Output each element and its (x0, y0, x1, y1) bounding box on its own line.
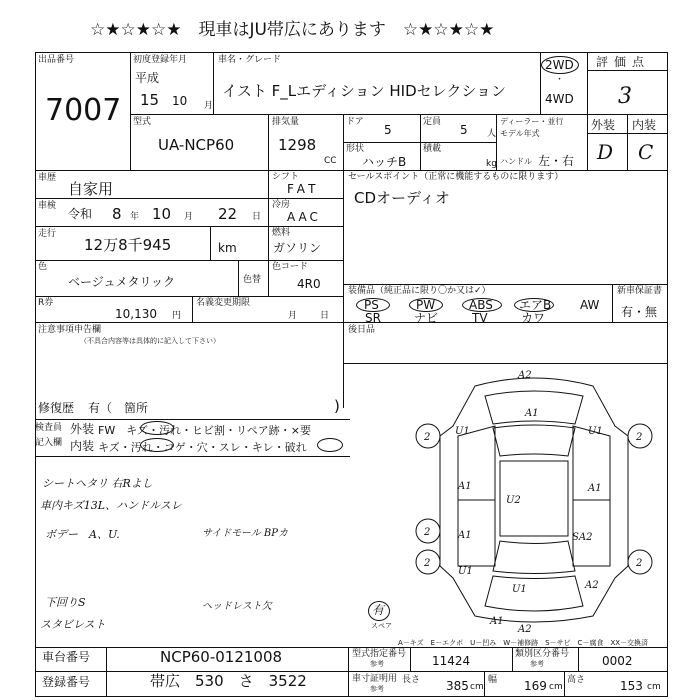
class-no-label: 類別区分番号 (515, 649, 570, 659)
shift-value: FAT (287, 182, 320, 196)
damage-mark: U1 (512, 584, 527, 595)
handle-label: ハンドル (500, 157, 532, 166)
damage-mark: A1 (458, 530, 472, 541)
displacement-value: 1298 (278, 136, 317, 154)
header-banner: ☆★☆★☆★ 現車はJU帯広にあります ☆★☆★☆★ (90, 20, 495, 40)
model-year-label: モデル年式 (500, 129, 540, 138)
damage-mark: 2 (424, 527, 431, 538)
shift-label: シフト (272, 172, 300, 182)
equip-item-top: エアB (519, 298, 552, 312)
rear-seat-label: 後日品 (348, 325, 376, 335)
mileage-value: 12万8千945 (84, 236, 172, 254)
model-label: 車名・グレード (218, 55, 282, 65)
handwritten-line4: サイドモール BPカ (202, 528, 288, 539)
notes-label: 注意事項申告欄 (38, 325, 102, 335)
aircon-value: AAC (287, 210, 321, 224)
dims-length-label: 長さ (402, 675, 421, 685)
trunk (485, 576, 583, 611)
class-no-sub: 参考 (530, 660, 544, 668)
damage-mark: 2 (424, 432, 431, 443)
drive-4wd: 4WD (545, 92, 574, 106)
mileage-label: 走行 (38, 229, 57, 239)
drive-2wd: 2WD (545, 58, 574, 72)
dealer-label: ディーラー・並行 (500, 117, 564, 126)
history-value: 自家用 (68, 180, 114, 198)
damage-mark: 2 (424, 558, 431, 569)
equip-item-top: PW (416, 298, 436, 312)
doors-label: ドア (346, 117, 364, 127)
displacement-label: 排気量 (272, 117, 300, 127)
damage-mark: U1 (455, 426, 470, 437)
equip-item-bottom: カワ (521, 311, 546, 325)
damage-mark: U2 (506, 495, 521, 506)
color-label: 色 (38, 262, 48, 272)
car-damage-diagram (400, 366, 668, 636)
dims-label: 車寸証明用 (352, 674, 398, 684)
class-no-value: 0002 (602, 654, 633, 668)
equip-item-top: ABS (469, 298, 493, 312)
equip-item-top: PS (364, 298, 379, 312)
damage-mark: A2 (518, 624, 532, 635)
dims-length-unit: cm (470, 682, 484, 692)
shape-label: 形状 (346, 144, 365, 154)
capacity-value: 5 (460, 123, 468, 137)
color-repaint-label: 色替 (243, 275, 262, 285)
inspection-year-unit: 年 (130, 212, 140, 222)
color-code: 4R0 (297, 277, 321, 291)
handwritten-line1: シートヘタリ 右Rよし (42, 477, 153, 490)
inspector-int-label: 内装 (70, 439, 95, 453)
capacity-unit: 人 (487, 129, 497, 139)
road-tax-label: 名義変更期限 (196, 298, 251, 308)
handwritten-line3: ボデー A、U. (45, 528, 120, 541)
notes-sub: （不具合内容等は具体的に記入して下さい） (80, 337, 220, 345)
inspector-ext-label: 外装 (70, 422, 95, 436)
inspection-month: 10 (152, 205, 172, 223)
registration-year: 15 (140, 91, 160, 109)
type-value: UA-NCP60 (158, 136, 235, 154)
door-right (573, 426, 610, 566)
inspection-era: 令和 (68, 207, 93, 221)
shape-value: ハッチB (362, 155, 407, 169)
sales-point-value: CDオーディオ (354, 189, 450, 207)
color-value: ベージュメタリック (68, 275, 176, 289)
plate-label: 登録番号 (42, 675, 91, 689)
recycle-unit: 円 (172, 311, 182, 321)
dims-width-label: 幅 (488, 675, 498, 685)
road-tax-month-unit: 月 (288, 311, 298, 321)
damage-legend: A－キズ E－エクボ U－凹み W－補修跡 S－サビ C－腐食 XX－交換済 (398, 639, 649, 647)
spec-no-value: 11424 (432, 654, 471, 668)
dims-width-unit: cm (549, 682, 563, 692)
spare-value: 有 (372, 603, 385, 617)
grade-int-label: 内装 (632, 118, 657, 132)
handwritten-line7: ヘッドレスト欠 (202, 601, 272, 612)
recycle-label: R券 (38, 298, 54, 308)
handwritten-line2: 車内キズ13L、ハンドルスレ (40, 499, 182, 512)
handwritten-line5: 下回りS (45, 596, 86, 609)
equipment-label: 装備品（純正品に限り〇か又は✓） (348, 286, 491, 296)
equip-item-top: AW (580, 298, 600, 312)
repair-label: 修復歴 (38, 401, 75, 415)
door-left (458, 426, 495, 566)
drive-dot: ・ (555, 75, 565, 85)
plate-value: 帯広 530 さ 3522 (150, 672, 307, 690)
damage-mark: A2 (585, 580, 599, 591)
aircon-label: 冷房 (272, 200, 291, 210)
equip-item-bottom: TV (472, 311, 488, 325)
rating-label: 評価点 (596, 55, 651, 69)
rating-score: 3 (618, 84, 632, 109)
dims-height-unit: cm (647, 682, 661, 692)
grade-ext-value: D (597, 140, 614, 164)
lot-label: 出品番号 (38, 55, 75, 65)
inspection-month-unit: 月 (184, 212, 194, 222)
history-label: 車歴 (38, 173, 57, 183)
handle-value: 左・右 (538, 154, 575, 168)
spec-no-sub: 参考 (370, 660, 384, 668)
chassis-value: NCP60-0121008 (160, 648, 283, 666)
inspector-int-text: キズ・汚れ・コゲ・穴・スレ・キレ・破れ (98, 441, 307, 454)
recycle-value: 10,130 (115, 307, 157, 321)
road-tax-day-unit: 日 (320, 311, 330, 321)
fuel-label: 燃料 (272, 228, 291, 238)
chassis-label: 車台番号 (42, 650, 91, 664)
repair-value: 有（ 箇所 (88, 401, 149, 415)
lot-number: 7007 (45, 93, 122, 128)
registration-month: 10 (172, 94, 188, 108)
dims-sub: 参考 (370, 685, 384, 693)
registration-era: 平成 (135, 71, 160, 85)
inspector-label1: 検査員 (35, 423, 63, 433)
inspector-ext-text: FW キズ・汚れ・ヒビ割・リペア跡・×要 (98, 424, 311, 437)
inspection-label: 車検 (38, 201, 57, 211)
damage-mark: A1 (588, 483, 602, 494)
capacity-label: 定員 (423, 117, 442, 127)
dims-width: 169 (524, 679, 547, 693)
mileage-unit: km (218, 241, 237, 255)
damage-mark: U1 (458, 566, 473, 577)
equip-item-bottom: SR (365, 311, 381, 325)
color-code-label: 色コード (272, 262, 309, 272)
damage-mark: 2 (636, 558, 643, 569)
damage-mark: SA2 (572, 532, 593, 543)
doors-value: 5 (384, 123, 392, 137)
windshield (493, 425, 575, 456)
damage-mark: A1 (525, 408, 539, 419)
damage-mark: A1 (490, 616, 504, 627)
displacement-unit: CC (324, 156, 337, 166)
equip-item-bottom: ナビ (414, 311, 439, 325)
inspection-day-unit: 日 (252, 212, 262, 222)
sales-point-label: セールスポイント（正常に機能するものに限ります） (348, 172, 564, 182)
inspection-day: 22 (218, 205, 238, 223)
damage-mark: U1 (588, 426, 603, 437)
damage-mark: A1 (458, 481, 472, 492)
spec-no-label: 型式指定番号 (352, 649, 407, 659)
dims-length: 385 (446, 679, 469, 693)
damage-mark: 2 (636, 432, 643, 443)
load-label: 積載 (423, 144, 442, 154)
fuel-value: ガソリン (273, 241, 322, 255)
registration-label: 初度登録年月 (133, 55, 188, 65)
inspector-label2: 記入欄 (35, 438, 63, 448)
grade-ext-label: 外装 (591, 118, 616, 132)
damage-mark: A2 (518, 370, 532, 381)
type-label: 型式 (133, 117, 152, 127)
new-manual-label: 新車保証書 (617, 286, 663, 296)
registration-month-unit: 月 (204, 101, 214, 111)
handwritten-line6: スタビレスト (40, 618, 106, 631)
spare-label: スペア (371, 622, 392, 630)
new-manual-value: 有・無 (621, 305, 658, 319)
load-unit: kg (486, 159, 497, 169)
rear-window (493, 541, 575, 574)
dims-height-label: 高さ (567, 675, 586, 685)
inspection-year: 8 (112, 205, 122, 223)
dims-height: 153 (620, 679, 643, 693)
model-name: イスト F_Lエディション HIDセレクション (222, 82, 507, 100)
grade-int-value: C (638, 140, 654, 164)
